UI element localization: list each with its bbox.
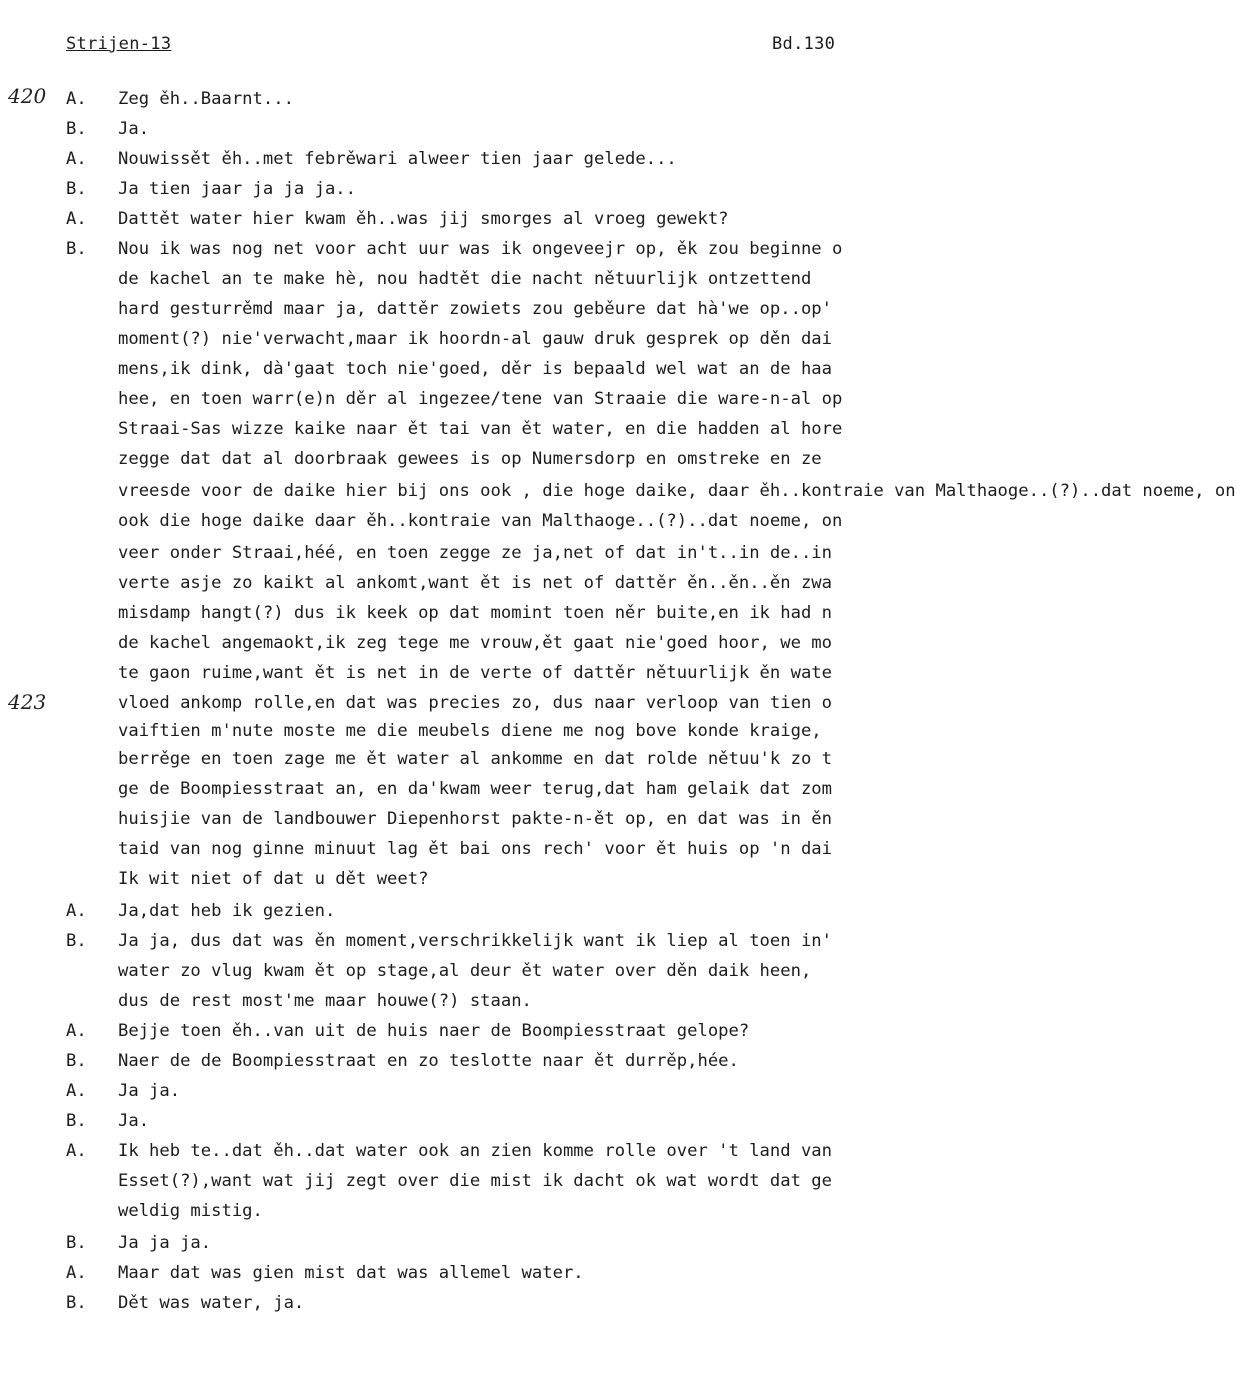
line-text: Bejje toen ěh..van uit de huis naer de Boompiesstraat gelope? bbox=[118, 1021, 750, 1041]
transcript-line bbox=[0, 568, 973, 598]
line-text: te gaon ruime,want ět is net in de verte of dattěr nětuurlijk ěn wate bbox=[118, 663, 832, 683]
line-text: hard gesturrěmd maar ja, dattěr zowiets zou geběure dat hà'we op..op' bbox=[118, 299, 832, 319]
line-text: Ik wit niet of dat u dět weet? bbox=[118, 869, 429, 889]
speaker-label: A. bbox=[66, 901, 87, 921]
margin-note-line-number: 420 bbox=[8, 84, 47, 108]
transcript-line bbox=[0, 658, 973, 688]
speaker-label: A. bbox=[66, 1141, 87, 1161]
transcript-line bbox=[0, 476, 1236, 506]
line-text: Ja,dat heb ik gezien. bbox=[118, 901, 336, 921]
line-text: Ja ja, dus dat was ěn moment,verschrikkelijk want ik liep al toen in' bbox=[118, 931, 832, 951]
line-text: Maar dat was gien mist dat was allemel water. bbox=[118, 1263, 584, 1283]
transcript-line bbox=[0, 1228, 973, 1258]
speaker-label: B. bbox=[66, 119, 87, 139]
line-text: water zo vlug kwam ět op stage,al deur ět water over děn daik heen, bbox=[118, 961, 812, 981]
document-title: Strijen-13 bbox=[66, 34, 172, 54]
line-text: Nouwissět ěh..met febrěwari alweer tien jaar gelede... bbox=[118, 149, 677, 169]
line-text: berrěge en toen zage me ět water al ankomme en dat rolde nětuu'k zo t bbox=[118, 749, 832, 769]
line-text: Ja ja ja. bbox=[118, 1233, 212, 1253]
transcript-line bbox=[0, 956, 973, 986]
transcript-line bbox=[0, 864, 973, 894]
speaker-label: A. bbox=[66, 209, 87, 229]
transcript-line bbox=[0, 384, 973, 414]
line-text: taid van nog ginne minuut lag ět bai ons rech' voor ět huis op 'n dai bbox=[118, 839, 832, 859]
speaker-label: A. bbox=[66, 1263, 87, 1283]
transcript-line bbox=[0, 986, 973, 1016]
line-text: vloed ankomp rolle,en dat was precies zo, dus naar verloop van tien o bbox=[118, 693, 832, 713]
transcript-line bbox=[0, 354, 973, 384]
transcript-line bbox=[0, 716, 973, 746]
transcript-line bbox=[0, 1288, 973, 1318]
transcript-line bbox=[0, 234, 973, 264]
transcript-line bbox=[0, 926, 973, 956]
transcript-line bbox=[0, 1196, 973, 1226]
transcript-line bbox=[0, 414, 973, 444]
transcript-line bbox=[0, 174, 973, 204]
speaker-label: A. bbox=[66, 1081, 87, 1101]
transcript-line bbox=[0, 1016, 973, 1046]
transcript-line bbox=[0, 1258, 973, 1288]
transcript-line bbox=[0, 628, 973, 658]
transcript-line bbox=[0, 444, 973, 474]
transcript-line bbox=[0, 1076, 973, 1106]
line-text: Zeg ěh..Baarnt... bbox=[118, 89, 294, 109]
transcript-line bbox=[0, 538, 973, 568]
line-text: zegge dat dat al doorbraak gewees is op Numersdorp en omstreke en ze bbox=[118, 449, 822, 469]
speaker-label: B. bbox=[66, 931, 87, 951]
line-text: de kachel an te make hè, nou hadtět die nacht nětuurlijk ontzettend bbox=[118, 269, 812, 289]
line-text: Esset(?),want wat jij zegt over die mist ik dacht ok wat wordt dat ge bbox=[118, 1171, 832, 1191]
speaker-label: A. bbox=[66, 1021, 87, 1041]
transcript-line bbox=[0, 1166, 973, 1196]
line-text: ge de Boompiesstraat an, en da'kwam weer terug,dat ham gelaik dat zom bbox=[118, 779, 832, 799]
line-text: vaiftien m'nute moste me die meubels diene me nog bove konde kraige, bbox=[118, 721, 822, 741]
speaker-label: B. bbox=[66, 1233, 87, 1253]
speaker-label: A. bbox=[66, 89, 87, 109]
line-text: de kachel angemaokt,ik zeg tege me vrouw,ět gaat nie'goed hoor, we mo bbox=[118, 633, 832, 653]
speaker-label: B. bbox=[66, 239, 87, 259]
transcript-line bbox=[0, 506, 973, 536]
transcript-line bbox=[0, 804, 973, 834]
transcript-line bbox=[0, 1136, 973, 1166]
line-text: Dattět water hier kwam ěh..was jij smorges al vroeg gewekt? bbox=[118, 209, 729, 229]
line-text: Nou ik was nog net voor acht uur was ik ongeveejr op, ěk zou beginne o bbox=[118, 239, 843, 259]
margin-note-line-number: 423 bbox=[8, 690, 47, 714]
speaker-label: B. bbox=[66, 1051, 87, 1071]
transcript-line bbox=[0, 1046, 973, 1076]
page-number: Bd.130 bbox=[772, 34, 836, 54]
transcript-line bbox=[0, 896, 973, 926]
transcript-line bbox=[0, 688, 973, 718]
speaker-label: B. bbox=[66, 1111, 87, 1131]
transcript-line bbox=[0, 744, 973, 774]
speaker-label: B. bbox=[66, 1293, 87, 1313]
line-text: misdamp hangt(?) dus ik keek op dat momint toen něr buite,en ik had n bbox=[118, 603, 832, 623]
line-text: ook die hoge daike daar ěh..kontraie van Malthaoge..(?)..dat noeme, on bbox=[118, 511, 843, 531]
line-text: vreesde voor de daike hier bij ons ook , die hoge daike, daar ěh..kontraie van Malthaoge..(?)..dat noeme, on bbox=[118, 481, 1236, 501]
transcript-line bbox=[0, 774, 973, 804]
line-text: weldig mistig. bbox=[118, 1201, 263, 1221]
transcript-line bbox=[0, 834, 973, 864]
speaker-label: A. bbox=[66, 149, 87, 169]
line-text: hee, en toen warr(e)n děr al ingezee/tene van Straaie die ware-n-al op bbox=[118, 389, 843, 409]
transcript-line bbox=[0, 84, 973, 114]
transcript-line bbox=[0, 264, 973, 294]
line-text: verte asje zo kaikt al ankomt,want ět is net of dattěr ěn..ěn..ěn zwa bbox=[118, 573, 832, 593]
line-text: huisjie van de landbouwer Diepenhorst pakte-n-ět op, en dat was in ěn bbox=[118, 809, 832, 829]
line-text: moment(?) nie'verwacht,maar ik hoordn-al gauw druk gesprek op děn dai bbox=[118, 329, 832, 349]
transcript-line bbox=[0, 1106, 973, 1136]
line-text: mens,ik dink, dà'gaat toch nie'goed, děr is bepaald wel wat an de haa bbox=[118, 359, 832, 379]
line-text: Straai-Sas wizze kaike naar ět tai van ět water, en die hadden al hore bbox=[118, 419, 843, 439]
transcript-line bbox=[0, 294, 973, 324]
line-text: Naer de de Boompiesstraat en zo teslotte naar ět durrěp,hée. bbox=[118, 1051, 739, 1071]
transcript-line bbox=[0, 114, 973, 144]
line-text: Ja. bbox=[118, 1111, 150, 1131]
line-text: dus de rest most'me maar houwe(?) staan. bbox=[118, 991, 532, 1011]
line-text: Dět was water, ja. bbox=[118, 1293, 305, 1313]
transcript-line bbox=[0, 204, 973, 234]
transcript-line bbox=[0, 598, 973, 628]
line-text: Ja. bbox=[118, 119, 150, 139]
transcript-line bbox=[0, 324, 973, 354]
line-text: Ja tien jaar ja ja ja.. bbox=[118, 179, 356, 199]
line-text: Ik heb te..dat ěh..dat water ook an zien komme rolle over 't land van bbox=[118, 1141, 832, 1161]
transcript-line bbox=[0, 144, 973, 174]
line-text: veer onder Straai,héé, en toen zegge ze ja,net of dat in't..in de..in bbox=[118, 543, 832, 563]
speaker-label: B. bbox=[66, 179, 87, 199]
line-text: Ja ja. bbox=[118, 1081, 181, 1101]
